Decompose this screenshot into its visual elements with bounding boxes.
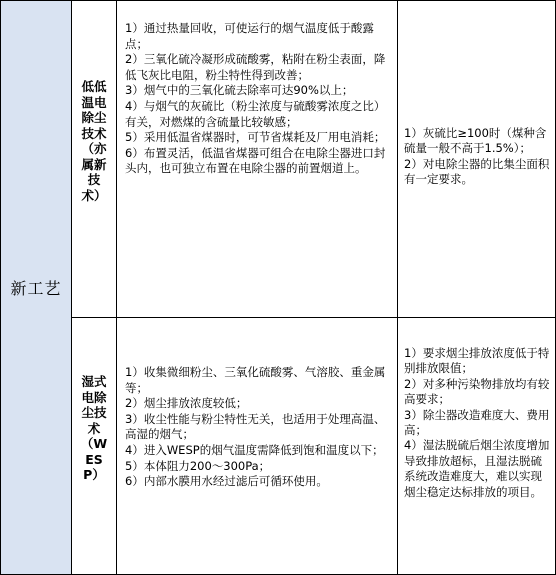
requirement-item: 3）除尘器改造难度大、费用高； <box>404 407 550 438</box>
category-label: 新工艺 <box>10 279 62 298</box>
requirement-item: 2）对多种污染物排放均有较高要求； <box>404 376 550 407</box>
advantage-item: 5）本体阻力200～300Pa； <box>125 458 271 473</box>
tech-name-wesp: 湿式电除尘技术（WESP） <box>80 374 108 482</box>
advantage-item: 4）与烟气的灰硫比（粉尘浓度与硫酸雾浓度之比）有关，对燃煤的含硫量比较敏感； <box>125 98 386 129</box>
requirements-cell-wesp <box>398 318 556 575</box>
advantage-item: 2）烟尘排放浓度较低； <box>125 396 248 411</box>
requirement-item: 2）对电除尘器的比集尘面积有一定要求。 <box>404 156 550 187</box>
advantages-list-wesp <box>125 365 389 490</box>
advantages-cell-wesp <box>117 318 398 575</box>
tech-name-cell-low-temp <box>72 0 117 318</box>
advantage-item: 6）布置灵活，低温省煤器可组合在电除尘器进口封头内，也可独立布置在电除尘器的前置烟道上。 <box>125 145 386 176</box>
requirements-list-wesp <box>404 346 551 500</box>
advantages-list-low-temp <box>125 21 389 177</box>
advantages-cell-low-temp <box>117 0 398 318</box>
advantage-item: 1）收集微细粉尘、三氧化硫酸雾、气溶胶、重金属等； <box>125 365 386 395</box>
requirement-item: 1）要求烟尘排放浓度低于特别排放限值； <box>404 346 550 376</box>
advantage-item: 3）收尘性能与粉尘特性无关，也适用于处理高温、高湿的烟气； <box>125 411 386 442</box>
advantage-item: 2）三氧化硫冷凝形成硫酸雾，粘附在粉尘表面，降低飞灰比电阻，粉尘特性得到改善； <box>125 52 386 82</box>
tech-name-cell-wesp <box>72 318 117 575</box>
requirements-cell-low-temp <box>398 0 556 318</box>
advantage-item: 4）进入WESP的烟气温度需降低到饱和温度以下； <box>125 442 384 457</box>
advantage-item: 3）烟气中的三氧化硫去除率可达90%以上； <box>125 83 354 98</box>
advantage-item: 5）采用低温省煤器时，可节省煤耗及厂用电消耗； <box>125 130 386 145</box>
advantage-item: 1）通过热量回收，可使运行的烟气温度低于酸露点； <box>125 21 374 51</box>
requirement-item: 1）灰硫比≥100时（煤种含硫量一般不高于1.5%）； <box>404 126 547 156</box>
requirements-list-low-temp <box>404 126 551 188</box>
requirement-item: 4）湿法脱硫后烟尘浓度增加导致排放超标，且湿法脱硫系统改造难度大，难以实现烟尘稳定达标排放的项目。 <box>404 438 550 499</box>
tech-name-low-temp: 低低温电除尘技术（亦属新技术） <box>81 79 107 203</box>
advantage-item: 6）内部水膜用水经过滤后可循环使用。 <box>125 474 328 489</box>
category-cell <box>0 0 72 575</box>
